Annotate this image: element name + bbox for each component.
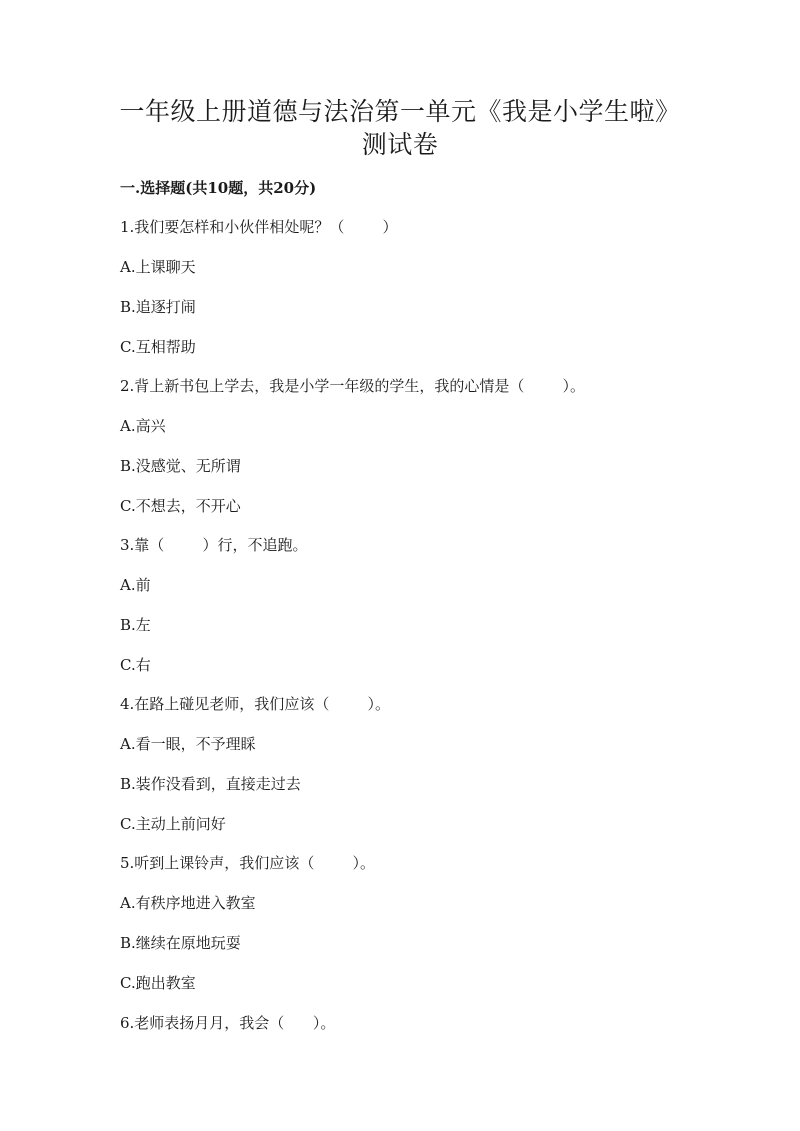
question-1-option-a: A.上课聊天 xyxy=(120,258,196,276)
section-heading: 一.选择题(共10题，共20分) xyxy=(120,179,317,197)
question-6-stem: 6.老师表扬月月，我会（ ）。 xyxy=(120,1014,336,1032)
question-3-stem: 3.靠（ ）行，不追跑。 xyxy=(120,536,308,554)
question-5-option-c: C.跑出教室 xyxy=(120,974,196,992)
document-title-line2: 测试卷 xyxy=(361,130,439,159)
question-4-option-c: C.主动上前问好 xyxy=(120,815,226,833)
question-3-option-b: B.左 xyxy=(120,616,151,634)
question-4-option-a: A.看一眼，不予理睬 xyxy=(120,735,256,753)
question-1-option-c: C.互相帮助 xyxy=(120,338,196,356)
question-2-option-c: C.不想去，不开心 xyxy=(120,497,241,515)
question-1-option-b: B.追逐打闹 xyxy=(120,298,196,316)
question-5-option-b: B.继续在原地玩耍 xyxy=(120,934,241,952)
question-3-option-a: A.前 xyxy=(120,576,151,594)
question-2-stem: 2.背上新书包上学去，我是小学一年级的学生，我的心情是（ ）。 xyxy=(120,377,585,395)
question-1-stem: 1.我们要怎样和小伙伴相处呢？（ ） xyxy=(120,218,398,236)
question-4-option-b: B.装作没看到，直接走过去 xyxy=(120,775,301,793)
question-5-option-a: A.有秩序地进入教室 xyxy=(120,894,256,912)
question-4-stem: 4.在路上碰见老师，我们应该（ ）。 xyxy=(120,695,390,713)
question-2-option-a: A.高兴 xyxy=(120,417,166,435)
document-title-line1: 一年级上册道德与法治第一单元《我是小学生啦》 xyxy=(119,97,681,126)
question-2-option-b: B.没感觉、无所谓 xyxy=(120,457,241,475)
question-3-option-c: C.右 xyxy=(120,656,151,674)
question-5-stem: 5.听到上课铃声，我们应该（ ）。 xyxy=(120,854,375,872)
